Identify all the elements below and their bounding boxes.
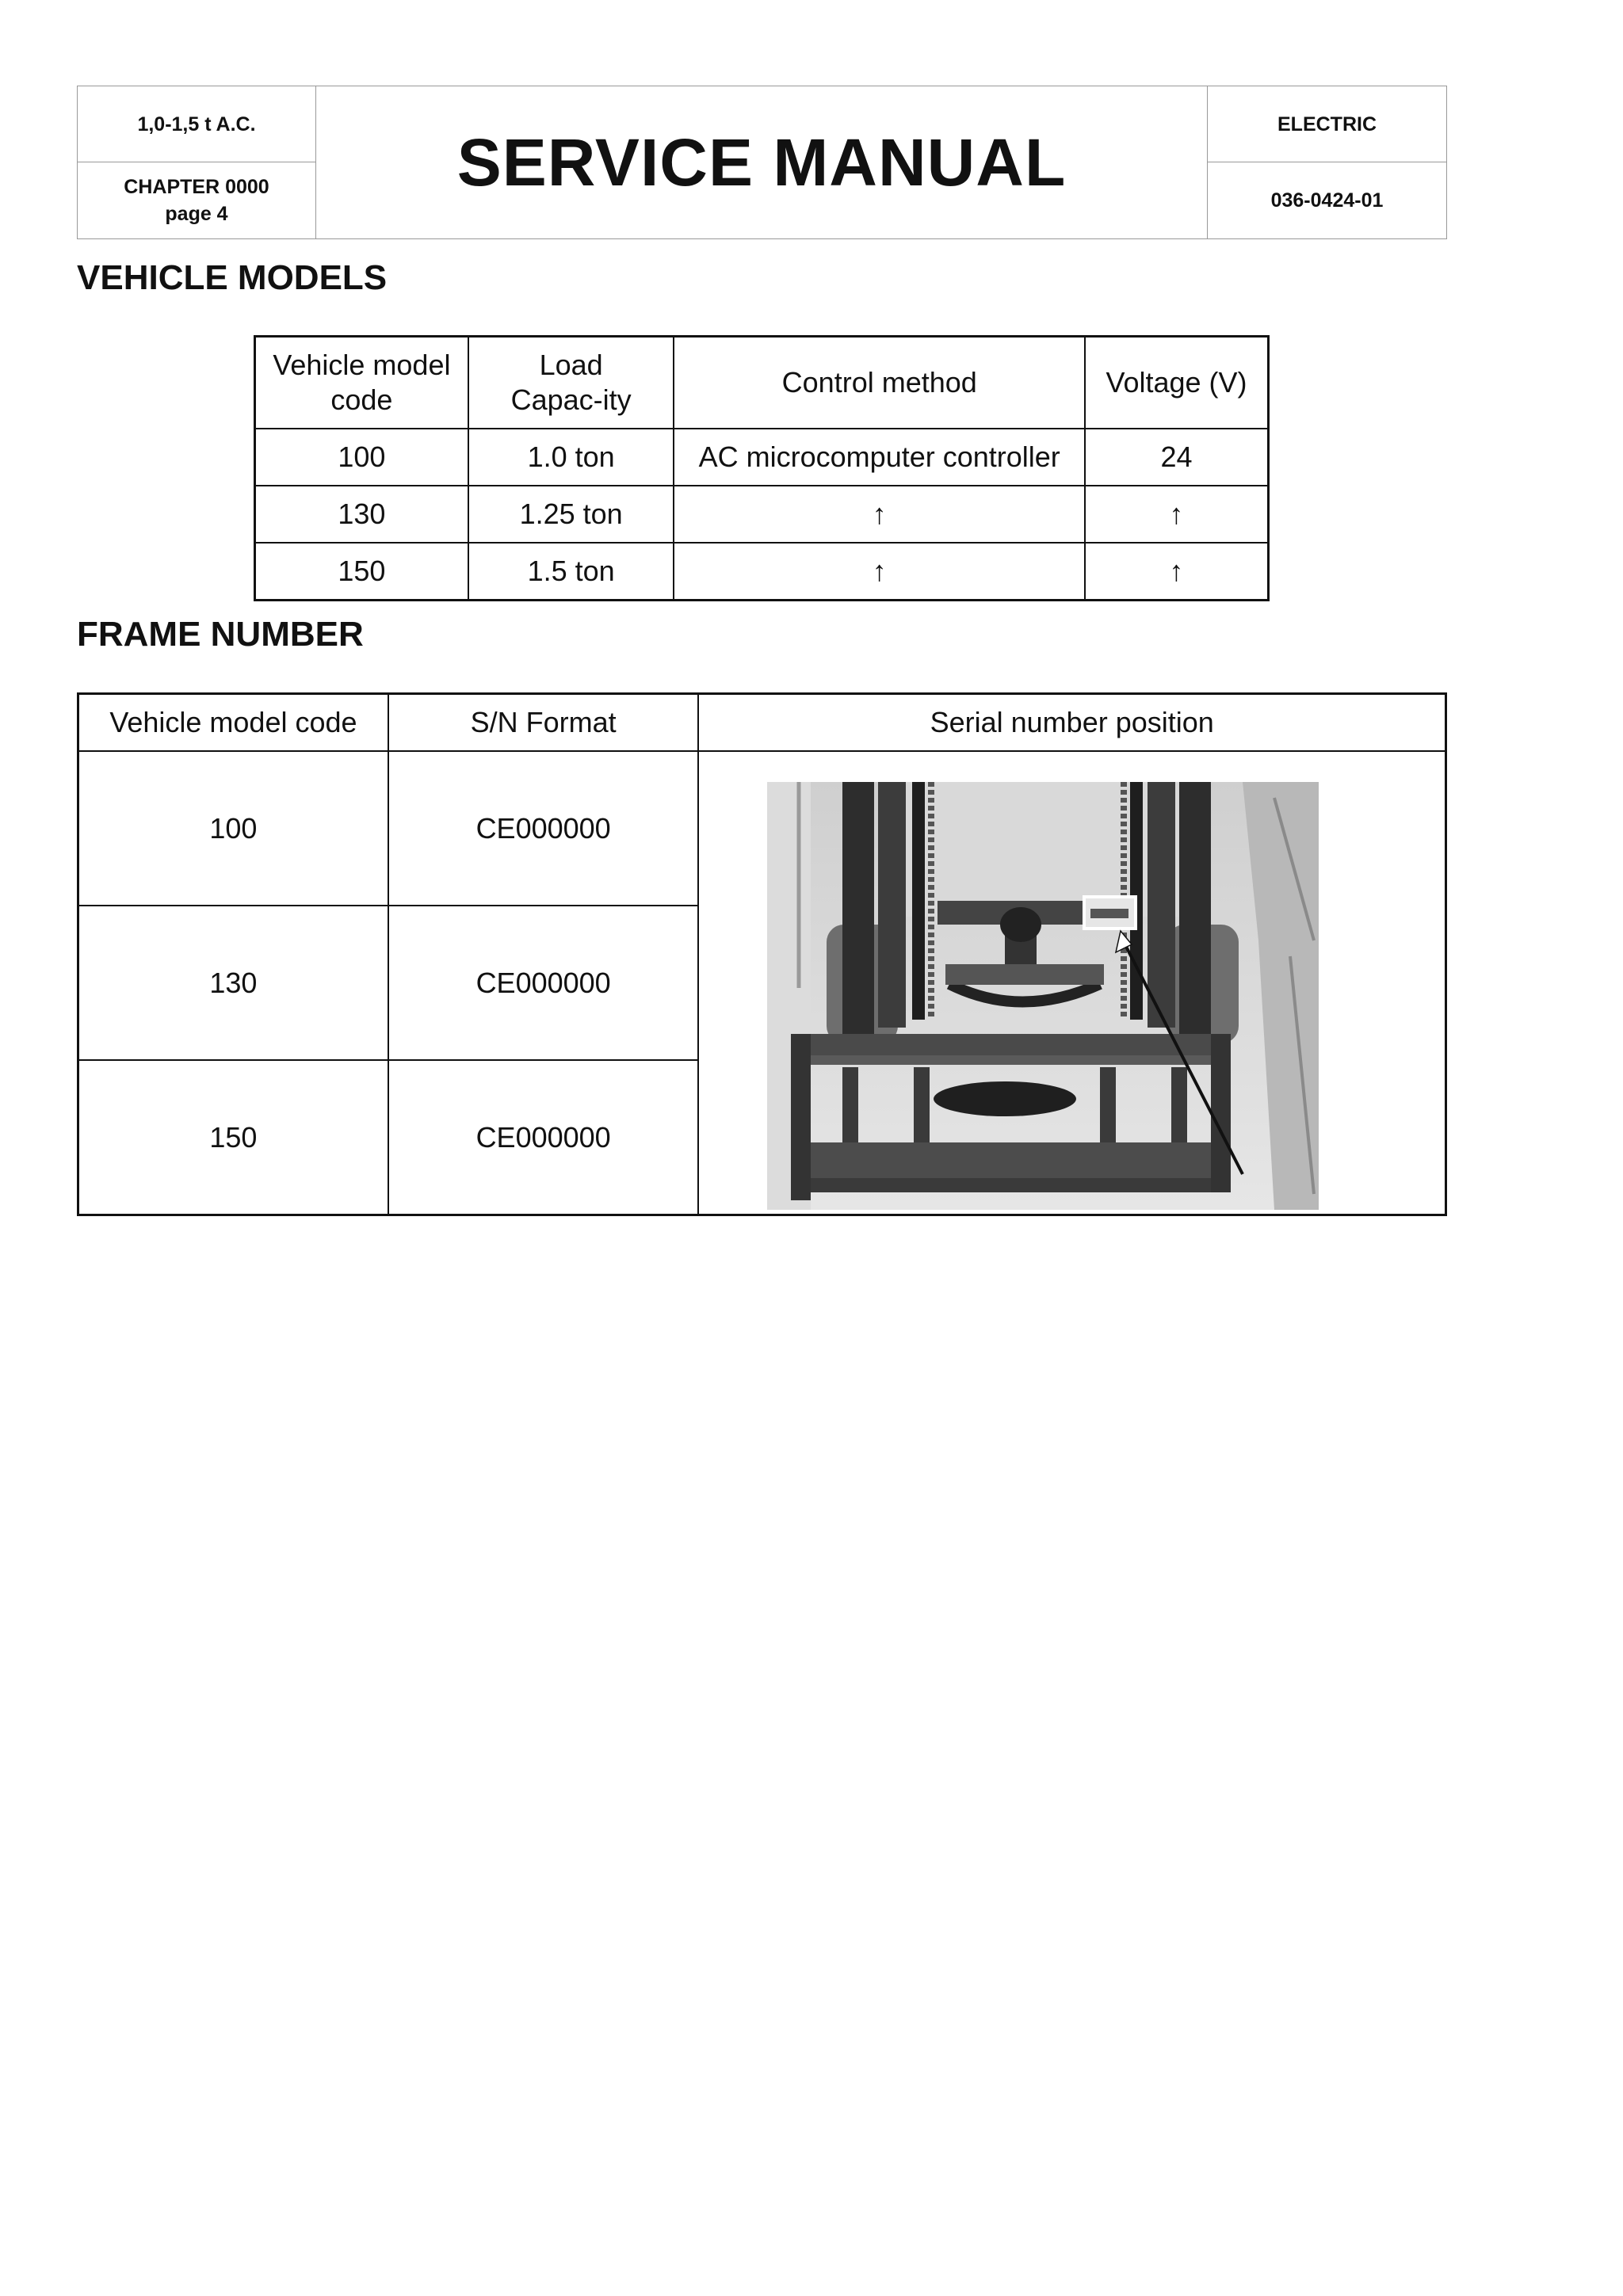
model-code-cell: 130 (255, 486, 468, 543)
model-code-cell: 150 (255, 543, 468, 601)
column-header: Load Capac-ity (468, 337, 674, 429)
table-header-row (78, 694, 1446, 752)
table-row (78, 751, 1446, 906)
doc-number-cell (1207, 162, 1446, 238)
sn-format-cell: CE000000 (388, 751, 699, 906)
load-capacity-cell: 1.25 ton (468, 486, 674, 543)
frame-number-table (77, 692, 1447, 1216)
model-code-cell: 100 (78, 751, 388, 906)
column-header: Control method (674, 337, 1085, 429)
serial-position-cell (698, 751, 1445, 1215)
load-capacity-cell: 1.0 ton (468, 429, 674, 486)
chapter-label: CHAPTER 0000 (124, 176, 269, 198)
frame-number-heading: FRAME NUMBER (77, 615, 364, 654)
manual-title-cell (316, 86, 1207, 238)
page-label: page 4 (165, 203, 228, 225)
type-cell (1207, 86, 1446, 162)
model-range: 1,0-1,5 t A.C. (137, 113, 256, 135)
column-header: Vehicle model code (78, 694, 388, 752)
load-capacity-cell: 1.5 ton (468, 543, 674, 601)
column-header: Serial number position (698, 694, 1445, 752)
model-range-cell (78, 86, 316, 162)
model-code-cell: 130 (78, 906, 388, 1060)
table-row (255, 543, 1269, 601)
manual-title: SERVICE MANUAL (456, 125, 1067, 200)
vehicle-models-heading: VEHICLE MODELS (77, 258, 388, 297)
table-row (255, 486, 1269, 543)
sn-format-cell: CE000000 (388, 1060, 699, 1215)
table-header-row (255, 337, 1269, 429)
forklift-serial-number-photo (767, 782, 1319, 1210)
model-code-cell: 150 (78, 1060, 388, 1215)
table-row (255, 429, 1269, 486)
column-header: Vehicle model code (255, 337, 468, 429)
doc-number: 036-0424-01 (1270, 189, 1384, 212)
chapter-cell (78, 162, 316, 238)
voltage-cell: 24 (1085, 429, 1269, 486)
control-method-cell: ↑ (674, 543, 1085, 601)
sn-format-cell: CE000000 (388, 906, 699, 1060)
column-header: Voltage (V) (1085, 337, 1269, 429)
column-header: S/N Format (388, 694, 699, 752)
vehicle-type: ELECTRIC (1277, 113, 1377, 135)
voltage-cell: ↑ (1085, 543, 1269, 601)
control-method-cell: ↑ (674, 486, 1085, 543)
control-method-cell: AC microcomputer controller (674, 429, 1085, 486)
document-header (77, 86, 1447, 239)
voltage-cell: ↑ (1085, 486, 1269, 543)
vehicle-models-table (254, 335, 1270, 601)
model-code-cell: 100 (255, 429, 468, 486)
